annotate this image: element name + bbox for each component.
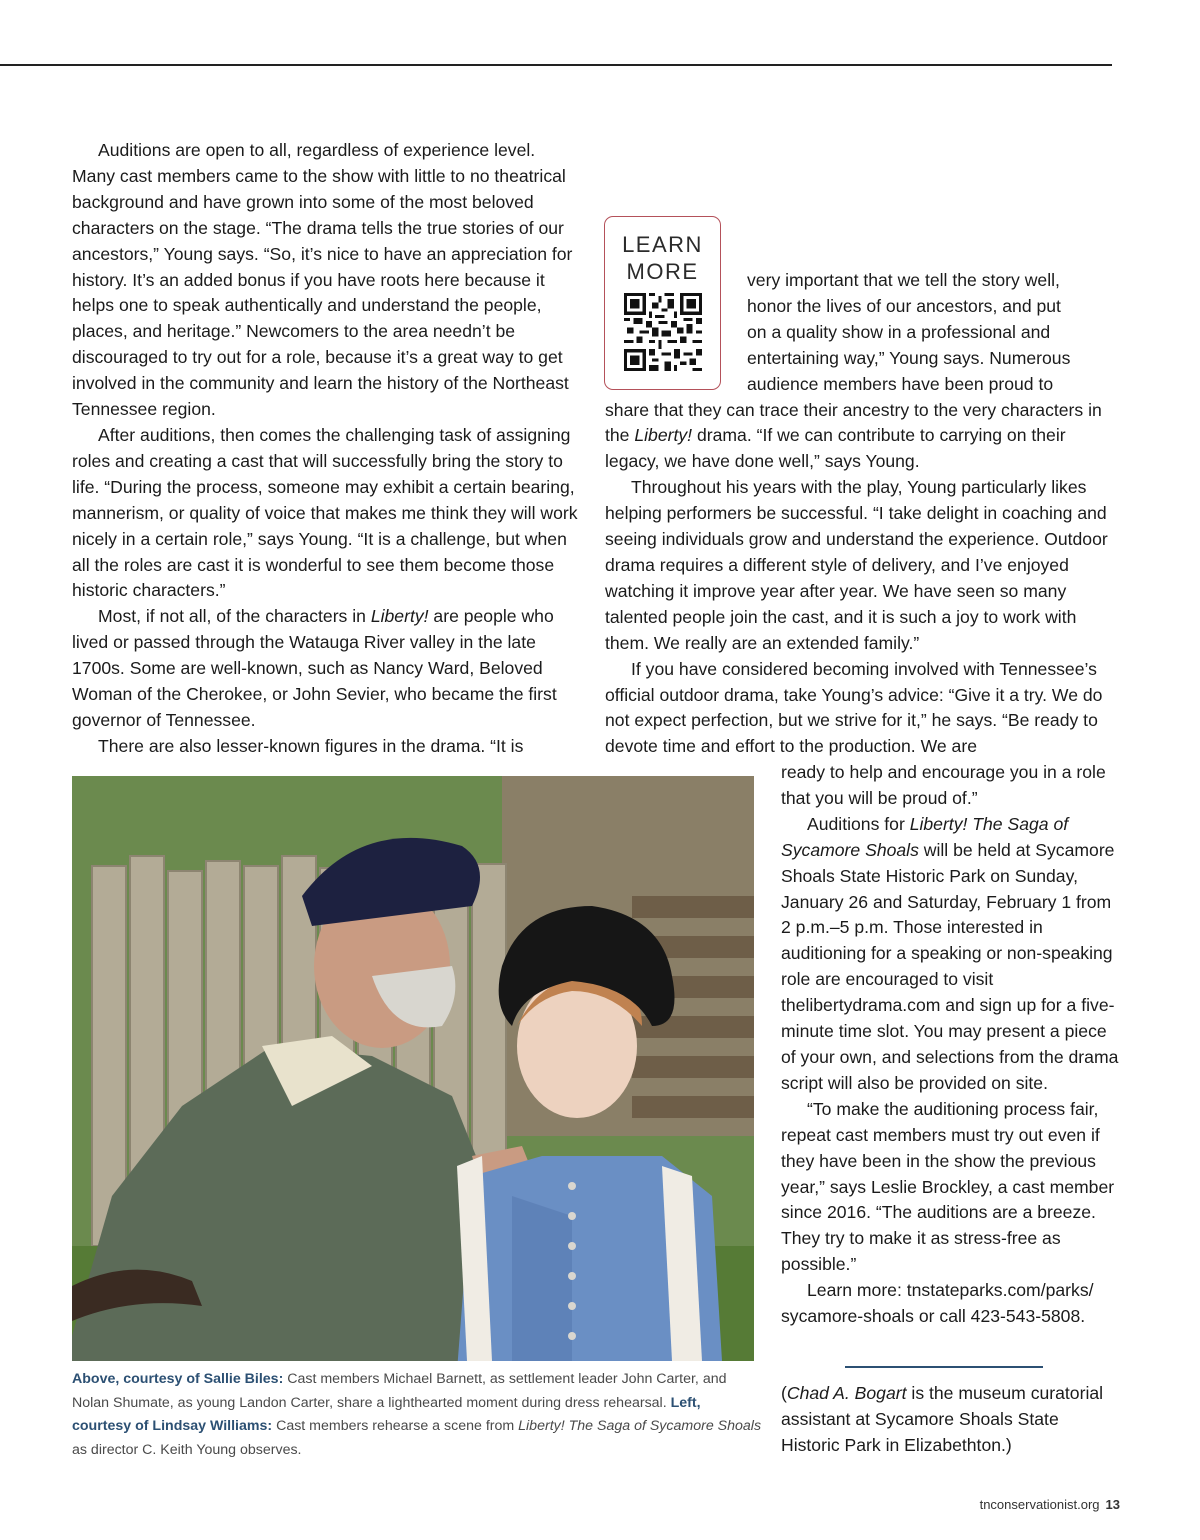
paragraph: Most, if not all, of the characters in Liberty! are people who lived or passed through the Watauga River valley in the late 1700s. Some are well-known, such as Nancy Ward, Beloved Woman of the Cherokee, or John Sevier, who became the first governor of Tennessee. (72, 606, 557, 730)
photo-credit: Left, courtesy of Lindsay Williams: (72, 1394, 701, 1434)
author-bio: (Chad A. Bogart is the museum curatorial assistant at Sycamore Shoals State Historic Park in Elizabethton.) (781, 1383, 1104, 1455)
paragraph: ready to help and encourage you in a role that you will be proud of.” (781, 762, 1106, 808)
paragraph: After auditions, then comes the challenging task of assigning roles and creating a cast that will successfully bring the story to life. “During the process, someone may exhibit a certain bearing, mannerism, or quality of voice that makes me think they will work nicely in a certain role,” says Young. “It is a challenge, but when all the roles are cast it is wonderful to see them become those historic characters.” (72, 424, 578, 601)
text-line: honor the lives of our ancestors, and put (747, 295, 1061, 316)
page-number: 13 (1105, 1497, 1120, 1512)
bio-divider (845, 1366, 1043, 1368)
narrow-column (781, 760, 1121, 1330)
text-line: entertaining way,” Young says. Numerous (747, 347, 1071, 368)
page-footer (950, 1497, 1120, 1512)
paragraph: “To make the auditioning process fair, repeat cast members must try out even if they have been in the show the previous year,” says Leslie Brockley, a cast member since 2016. “The auditions are a breeze. They try to make it as stress-free as possible.” (781, 1098, 1115, 1275)
photo-illustration (72, 776, 754, 1361)
right-column (605, 268, 1115, 760)
header-rule (0, 64, 1112, 66)
paragraph: If you have considered becoming involved with Tennessee’s official outdoor drama, take Young’s advice: “Give it a try. We do not expect perfection, but we strive for it,” he says. “Be ready to devote time and effort to the production. We are (605, 658, 1103, 757)
photo-caption: Above, courtesy of Sallie Biles: Cast members Michael Barnett, as settlement leader John Carter, and Nolan Shumate, as young Landon Carter, share a lighthearted moment during dress rehearsal. Left, courtesy of Lindsay Williams: Cast members rehearse a scene from Liberty! The Saga of Sycamore Shoals as director C. Keith Young observes. (72, 1371, 762, 1458)
paragraph: share that they can trace their ancestry to the very characters in the Liberty! drama. “If we can contribute to carrying on their legacy, we have done well,” says Young. (605, 399, 1102, 472)
text-line: on a quality show in a professional and (747, 321, 1051, 342)
paragraph: Throughout his years with the play, Young particularly likes helping performers be successful. “I take delight in coaching and seeing individuals grow and understand the experience. Outdoor drama requires a different style of delivery, and I’ve enjoyed watching it improve year after year. We have seen so many talented people join the cast, and it is such a joy to work with them. We really are an extended family.” (605, 477, 1108, 653)
photo-credit: Above, courtesy of Sallie Biles: (72, 1371, 284, 1387)
footer-site: tnconservationist.org (979, 1497, 1100, 1512)
paragraph: Auditions for Liberty! The Saga of Sycamore Shoals will be held at Sycamore Shoals State Historic Park on Sunday, January 26 and Saturday, February 1 from 2 p.m.–5 p.m. Those interested in auditioning for a speaking or non-speaking role are encouraged to visit thelibertydrama.com and sign up for a five-minute time slot. You may present a piece of your own, and selections from the drama script will also be provided on site. (781, 813, 1119, 1093)
paragraph: Learn more: tnstateparks.com/parks/ sycamore-shoals or call 423-543-5808. (781, 1280, 1094, 1327)
paragraph: Auditions are open to all, regardless of experience level. Many cast members came to the show with little to no theatrical background and have grown into some of the most beloved characters on the stage. “The drama tells the true stories of our ancestors,” Young says. “So, it’s nice to have an appreciation for history. It’s an added bonus if you have roots here because it helps one to speak authentically and understand the people, places, and heritage.” Newcomers to the area needn’t be discouraged to try out for a role, because it’s a great way to get involved in the community and learn the history of the Northeast Tennessee region. (72, 140, 573, 420)
paragraph: There are also lesser-known figures in the drama. “It is (98, 735, 524, 756)
text-line: very important that we tell the story well, (747, 270, 1060, 290)
left-column (72, 138, 582, 760)
rehearsal-photo (72, 776, 754, 1361)
learn-more-title: LEARN MORE (622, 232, 703, 284)
text-line: audience members have been proud to (747, 373, 1054, 394)
